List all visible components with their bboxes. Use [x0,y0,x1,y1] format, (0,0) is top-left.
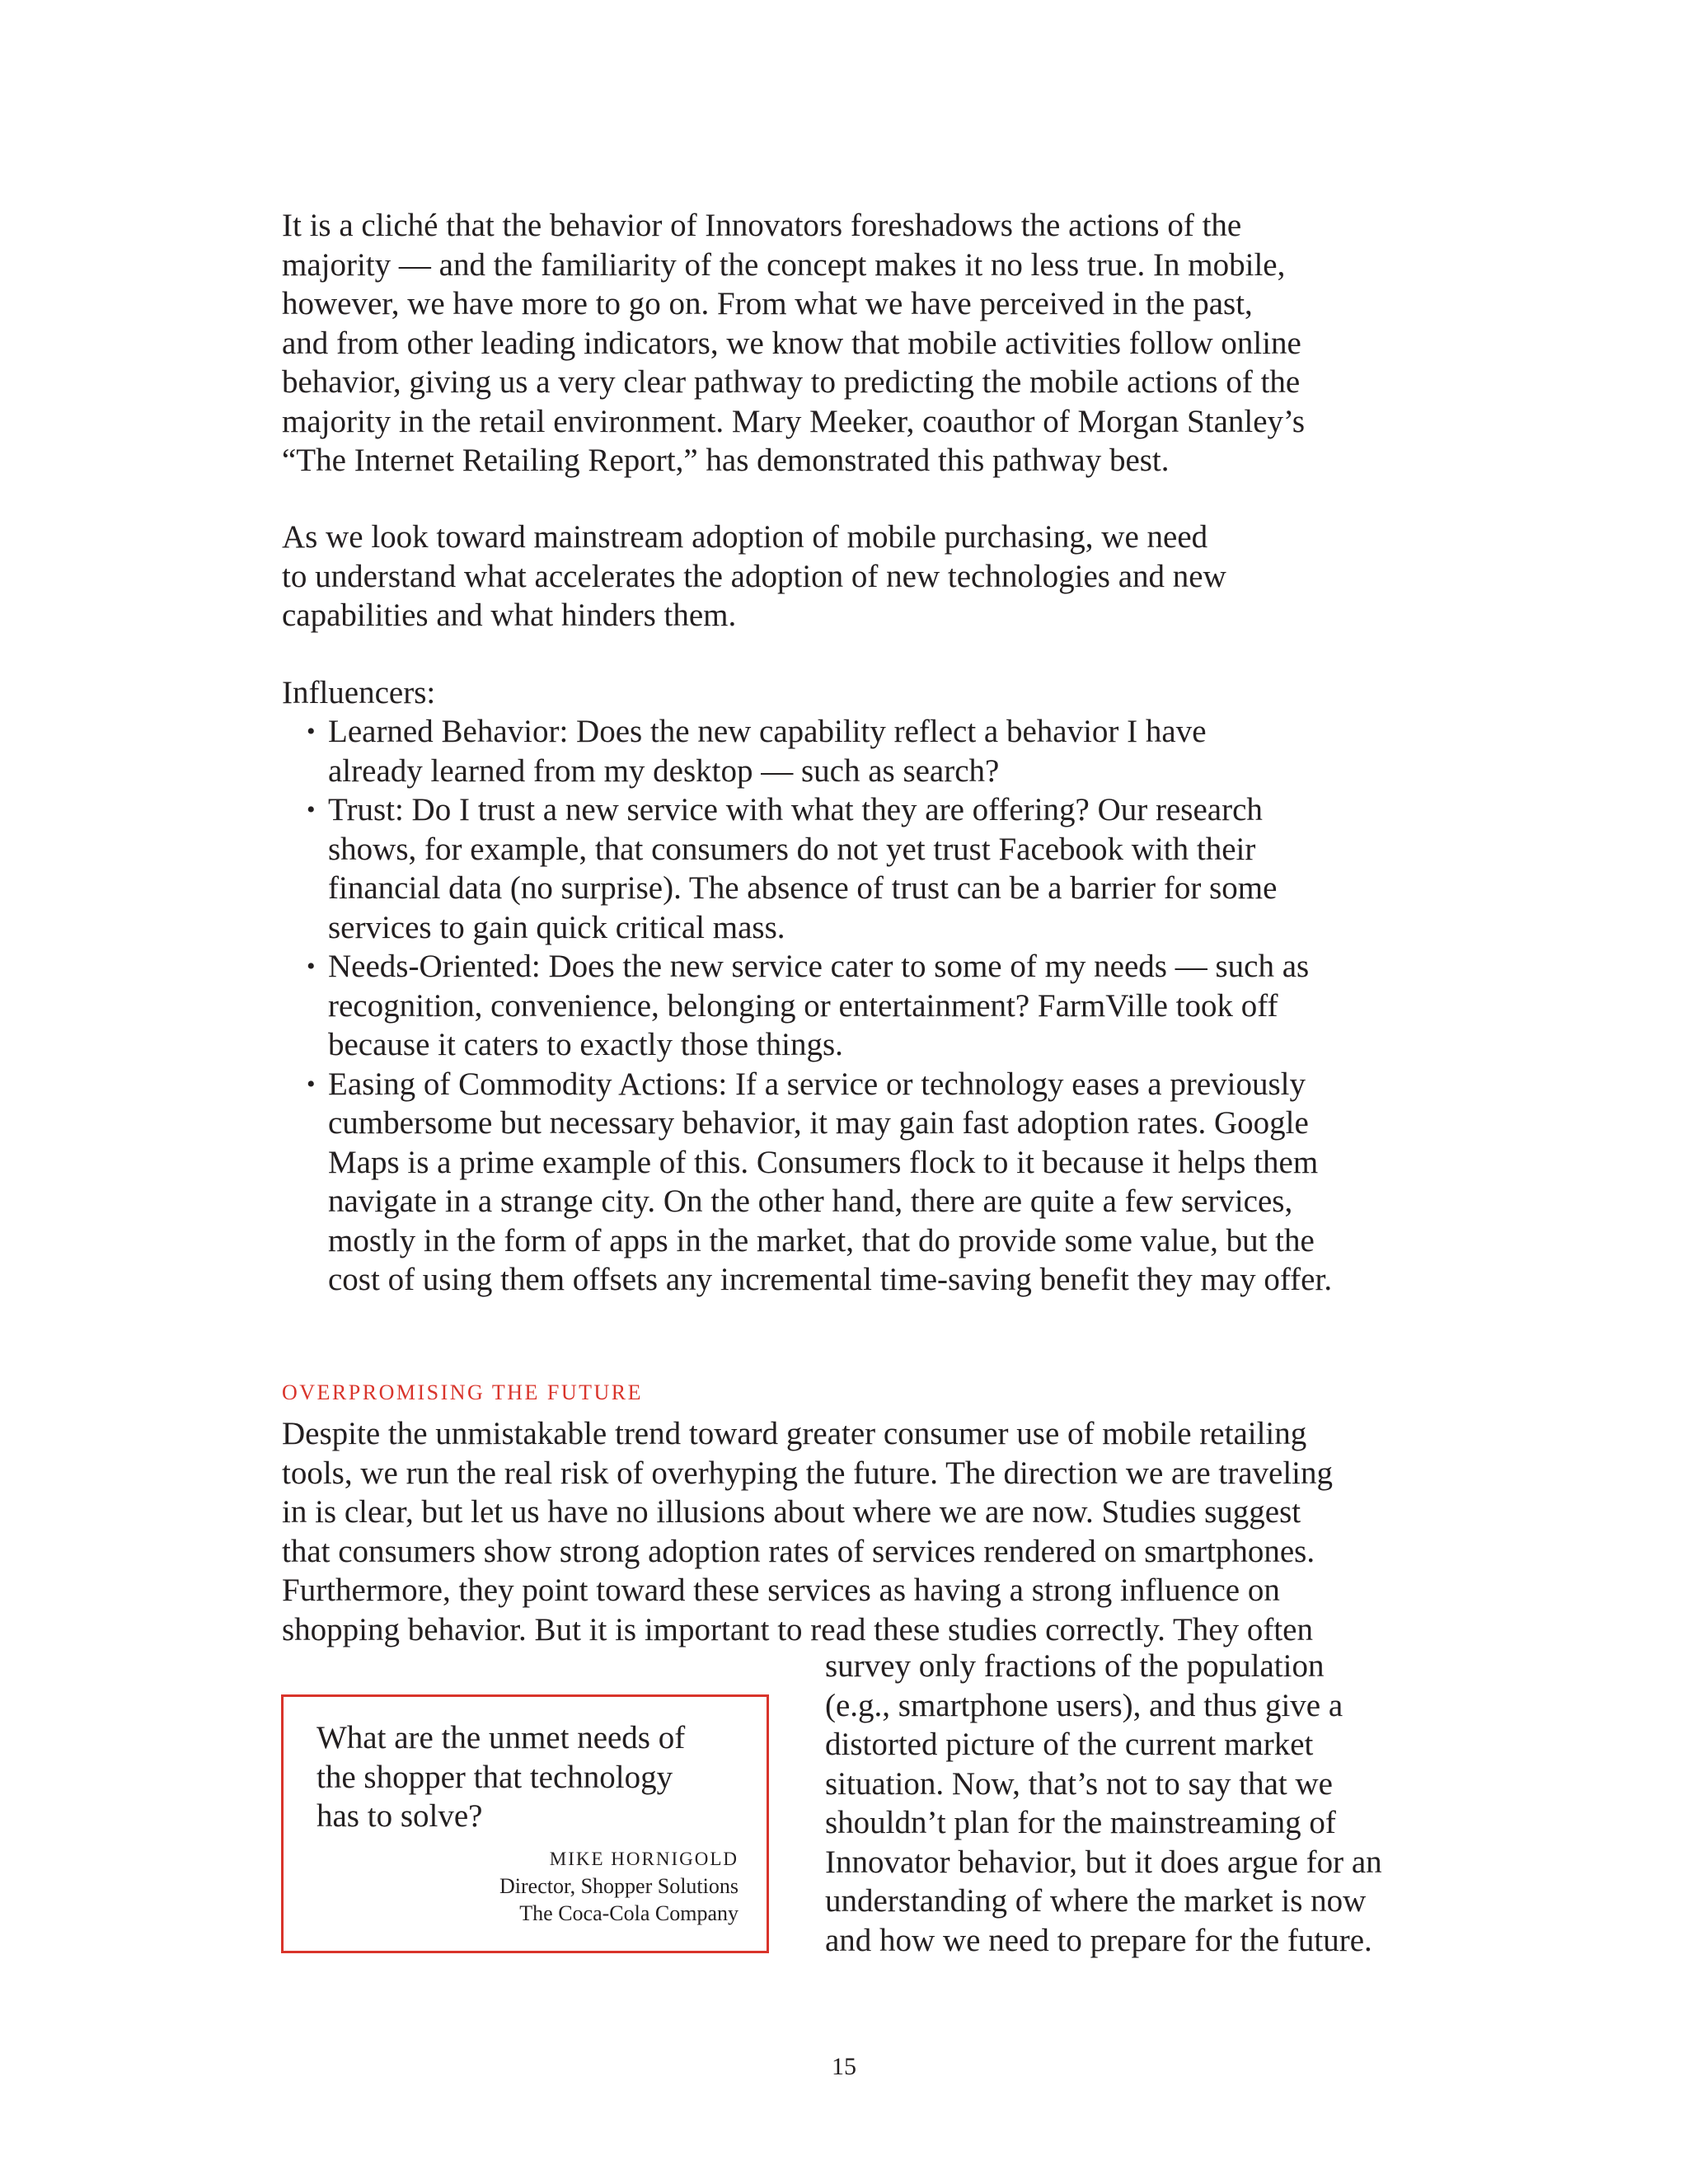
list-item-line: services to gain quick critical mass. [328,909,785,945]
list-item-line: Needs-Oriented: Does the new service cater to some of my needs — such as [328,949,1310,984]
pull-quote-attribution [499,1845,738,1927]
bullet-icon: • [307,796,316,823]
influencers-list [282,712,1436,1300]
list-item [282,790,1436,947]
list-item-line: recognition, convenience, belonging or entertainment? FarmVille took off [328,987,1278,1024]
list-item [282,712,1436,790]
quote-line: What are the unmet needs of [316,1720,686,1755]
quote-author-company: The Coca-Cola Company [519,1901,738,1925]
paragraph-line: shopping behavior. But it is important to read these studies correctly. They often [282,1611,1313,1647]
paragraph-line: however, we have more to go on. From what we have perceived in the past, [282,286,1253,321]
overpromising-paragraph [282,1414,1403,1649]
paragraph-line: distorted picture of the current market [825,1727,1314,1762]
list-item-line: Trust: Do I trust a new service with what they are offering? Our research [328,792,1263,827]
list-item [282,947,1436,1065]
paragraph-line: It is a cliché that the behavior of Innovators foreshadows the actions of the [282,208,1242,243]
paragraph-line: to understand what accelerates the adoption of new technologies and new [282,558,1226,594]
bullet-icon: • [307,953,316,980]
paragraph-line: Furthermore, they point toward these services as having a strong influence on [282,1572,1280,1608]
bullet-icon: • [307,718,316,745]
intro-paragraph [282,206,1403,480]
paragraph-line: behavior, giving us a very clear pathway to predicting the mobile actions of the [282,364,1301,400]
paragraph-line: “The Internet Retailing Report,” has demonstrated this pathway best. [282,443,1170,478]
pull-quote-text [316,1718,685,1836]
list-item-line: navigate in a strange city. On the other hand, there are quite a few services, [328,1183,1293,1219]
paragraph-line: situation. Now, that’s not to say that we [825,1765,1333,1802]
paragraph-line: and from other leading indicators, we know that mobile activities follow online [282,325,1301,361]
paragraph-line: understanding of where the market is now [825,1883,1367,1919]
paragraph-line: Innovator behavior, but it does argue for an [825,1844,1382,1880]
quote-author-title: Director, Shopper Solutions [499,1874,738,1898]
adoption-paragraph [282,518,1403,635]
paragraph-line: Despite the unmistakable trend toward greater consumer use of mobile retailing [282,1416,1307,1451]
bullet-icon: • [307,1070,316,1098]
pull-quote-box [281,1694,769,1953]
list-item-line: Easing of Commodity Actions: If a service or technology eases a previously [328,1066,1306,1102]
list-item-line: mostly in the form of apps in the market, that do provide some value, but the [328,1222,1315,1258]
list-item-line: Learned Behavior: Does the new capability reflect a behavior I have [328,714,1207,749]
paragraph-line: majority — and the familiarity of the concept makes it no less true. In mobile, [282,246,1286,283]
list-item-line: shows, for example, that consumers do not yet trust Facebook with their [328,831,1256,867]
section-heading: OVERPROMISING THE FUTURE [282,1380,643,1404]
quote-line: the shopper that technology [316,1759,673,1795]
list-item-line: Maps is a prime example of this. Consumers flock to it because it helps them [328,1144,1319,1180]
paragraph-line: survey only fractions of the population [825,1648,1325,1684]
influencers-heading: Influencers: [282,675,436,710]
paragraph-line: that consumers show strong adoption rates of services rendered on smartphones. [282,1533,1315,1569]
paragraph-line: and how we need to prepare for the future. [825,1922,1372,1958]
paragraph-line: shouldn’t plan for the mainstreaming of [825,1805,1336,1840]
paragraph-line: in is clear, but let us have no illusions about where we are now. Studies suggest [282,1494,1301,1530]
overpromising-paragraph-continued [825,1647,1382,1960]
list-item-line: cost of using them offsets any incremental time-saving benefit they may offer. [328,1262,1333,1297]
list-item-line: cumbersome but necessary behavior, it may gain fast adoption rates. Google [328,1105,1309,1141]
list-item-line: financial data (no surprise). The absence of trust can be a barrier for some [328,870,1278,906]
quote-line: has to solve? [316,1798,483,1834]
paragraph-line: tools, we run the real risk of overhyping the future. The direction we are traveling [282,1455,1334,1491]
paragraph-line: majority in the retail environment. Mary Meeker, coauthor of Morgan Stanley’s [282,403,1306,439]
paragraph-line: (e.g., smartphone users), and thus give a [825,1687,1343,1723]
list-item [282,1065,1436,1300]
paragraph-line: As we look toward mainstream adoption of mobile purchasing, we need [282,519,1208,555]
quote-author-name: MIKE HORNIGOLD [549,1849,738,1869]
list-item-line: because it caters to exactly those things. [328,1027,843,1062]
paragraph-line: capabilities and what hinders them. [282,598,737,633]
page-number: 15 [832,2053,856,2080]
list-item-line: already learned from my desktop — such as search? [328,752,1000,789]
